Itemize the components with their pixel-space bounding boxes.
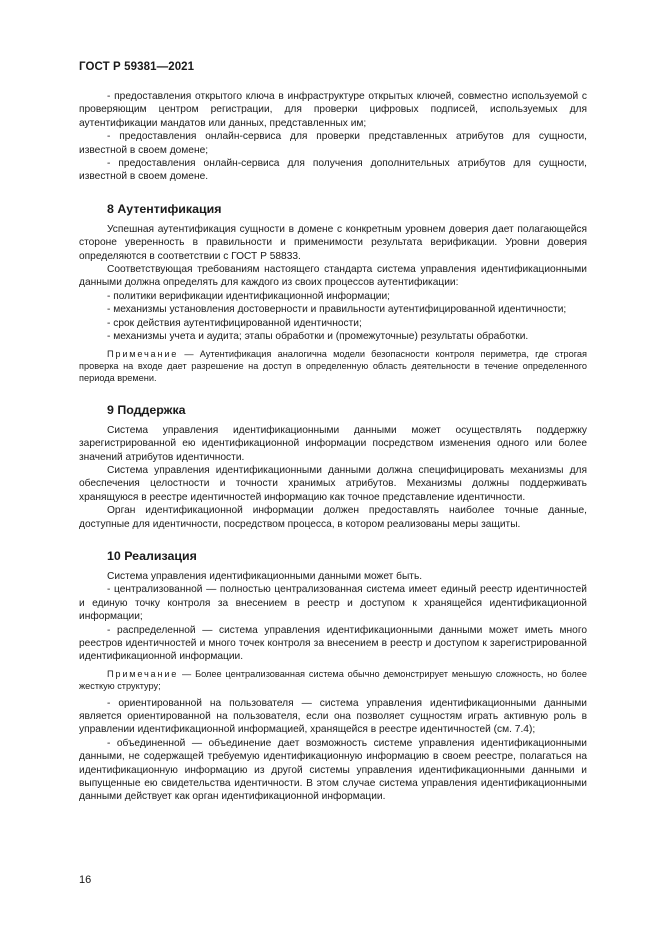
section-8-paragraph-2: Соответствующая требованиям настоящего стандарта система управления идентификационными данными должна определять для каждого из своих процессов аутентификации: <box>79 264 587 289</box>
note-label: Примечание <box>107 668 179 679</box>
intro-paragraph-2: - предоставления онлайн-сервиса для проверки представленных атрибутов для сущности, известной в своем домене; <box>79 131 587 156</box>
section-8-list-item: - политики верификации идентификационной информации; <box>107 290 391 302</box>
section-8-heading: 8 Аутентификация <box>107 201 222 216</box>
section-10-paragraph-3: - распределенной — система управления идентификационными данными может иметь много реестров идентичностей и много точек контроля за внесением в реестр и доступом к зарегистрированной идентификационной информации. <box>79 624 587 663</box>
section-8-list-item: - механизмы установления достоверности и правильности аутентифицированной идентичности; <box>107 304 567 316</box>
section-9-paragraph-3: Орган идентификационной информации должен предоставлять наиболее точные данные, доступные для идентичности, посредством процесса, в котором реализованы меры защиты. <box>79 505 587 530</box>
section-9-paragraph-2: Система управления идентификационными данными должна специфицировать механизмы для обеспечения целостности и точности хранимых атрибутов. Механизмы должны поддерживать хранящуюся в реестре идентичностей информацию как точное представление идентичности. <box>79 464 587 503</box>
section-8-list-item: - механизмы учета и аудита; этапы обработки и (промежуточные) результаты обработки. <box>107 331 529 343</box>
section-10-note <box>79 668 587 693</box>
section-10-paragraph-1: Система управления идентификационными данными может быть. <box>107 570 423 582</box>
document-header: ГОСТ Р 59381—2021 <box>79 61 195 73</box>
page-number: 16 <box>79 874 92 886</box>
document-body <box>79 90 587 804</box>
intro-paragraph-1: - предоставления открытого ключа в инфраструктуре открытых ключей, совместно используемой с проверяющим центром регистрации, для проверки цифровых подписей, используемых для аутентификации мандатов или данных, представленных им; <box>79 91 587 129</box>
section-10-paragraph-4: - ориентированной на пользователя — система управления идентификационными данными является ориентированной на пользователя, если она позволяет сущностям играть активную роль в управлении идентификационной информацией, хранящейся в реестре идентичностей (см. 7.4); <box>79 697 587 736</box>
section-9-heading: 9 Поддержка <box>107 402 186 417</box>
section-8-list-item: - срок действия аутентифицированной идентичности; <box>107 317 362 329</box>
note-text: — Более централизованная система обычно демонстрирует меньшую сложность, но более жесткую структуру; <box>79 668 587 692</box>
section-8-note <box>79 348 587 385</box>
section-10-paragraph-5: - объединенной — объединение дает возможность системе управления идентификационными данными, не содержащей требуемую идентификационную информацию в своем реестре, полагаться на идентификационную информацию из другой системы управления идентификационными данными и выпущенные ею свидетельства идентичности. В этом случае система управления идентификационными данными действует как орган идентификационной информации. <box>79 737 587 803</box>
intro-paragraph-3: - предоставления онлайн-сервиса для получения дополнительных атрибутов для сущности, известной в своем домене. <box>79 158 587 183</box>
section-10-paragraph-2: - централизованной — полностью централизованная система имеет единый реестр идентичностей и единую точку контроля за внесением в реестр и доступом к хранящейся идентификационной информации; <box>79 584 587 623</box>
note-label: Примечание <box>107 348 179 359</box>
section-9-paragraph-1: Система управления идентификационными данными может осуществлять поддержку зарегистрированной ею идентификационной информации посредством изменения одного или более значений атрибутов идентичности. <box>79 424 587 463</box>
section-10-heading: 10 Реализация <box>107 548 197 563</box>
section-8-paragraph-1: Успешная аутентификация сущности в домене с конкретным уровнем доверия дает полагающейся стороне уверенность в правильности и применимости результата верификации. Уровни доверия определяются в соответствии с ГОСТ Р 58833. <box>79 223 587 262</box>
note-text: — Аутентификация аналогична модели безопасности контроля периметра, где строгая проверка на входе дает разрешение на доступ в определенную область деятельности в течение определенного периода времени. <box>79 348 587 384</box>
